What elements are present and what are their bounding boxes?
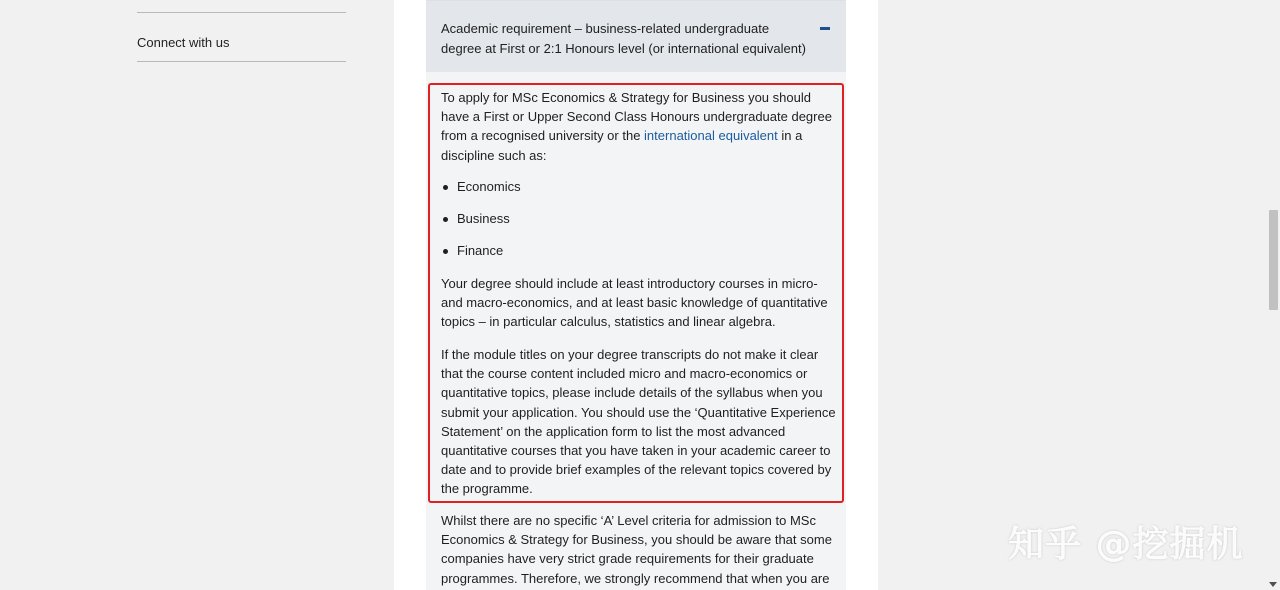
scrollbar-thumb[interactable] [1269,210,1278,310]
list-item: Economics [441,177,521,209]
requirement-paragraph-3: If the module titles on your degree transcripts do not make it clear that the course content included micro and macro-economics or quantitative topics, please include details of the syllabus when you submit your application. You should use the ‘Quantitative Experience Statement’ on the application form to list the most advanced quantitative courses that you have taken in your academic career to date and to provide brief examples of the relevant topics covered by the programme. [441,347,836,497]
paragraph-1-text-end: in a discipline such as: [441,128,803,163]
requirement-paragraph-4: Whilst there are no specific ‘A’ Level criteria for admission to MSc Economics & Strategy for Business, you should be aware that some companies have very strict grade requirements for their graduate programmes. Therefore, we strongly recommend that when you are [441,513,832,586]
sidebar-item-connect-with-us[interactable]: Connect with us [137,35,230,50]
scroll-down-arrow-icon[interactable] [1269,582,1277,587]
accordion-academic-requirement [426,0,846,590]
zhihu-watermark: 知乎 @挖掘机 [1008,524,1244,565]
discipline-list [441,177,521,273]
requirement-paragraph-2: Your degree should include at least introductory courses in micro- and macro-economics, and at least basic knowledge of quantitative topics – in particular calculus, statistics and linear algebra. [441,276,828,330]
list-item: Finance [441,241,521,273]
list-item: Business [441,209,521,241]
accordion-header-title: Academic requirement – business-related undergraduate degree at First or 2:1 Honours level (or international equivalent) [441,21,806,56]
sidebar [137,0,346,62]
requirement-paragraph-1 [441,88,836,165]
vertical-scrollbar[interactable] [1266,0,1280,590]
international-equivalent-link[interactable]: international equivalent [644,128,778,144]
collapse-minus-icon[interactable] [820,27,830,30]
content-column [394,0,878,590]
accordion-header[interactable] [426,0,846,72]
sidebar-divider [137,61,346,62]
paragraph-1-text: To apply for MSc Economics & Strategy for Business you should have a First or Upper Second Class Honours undergraduate degree from a recognised university or the [441,90,832,144]
